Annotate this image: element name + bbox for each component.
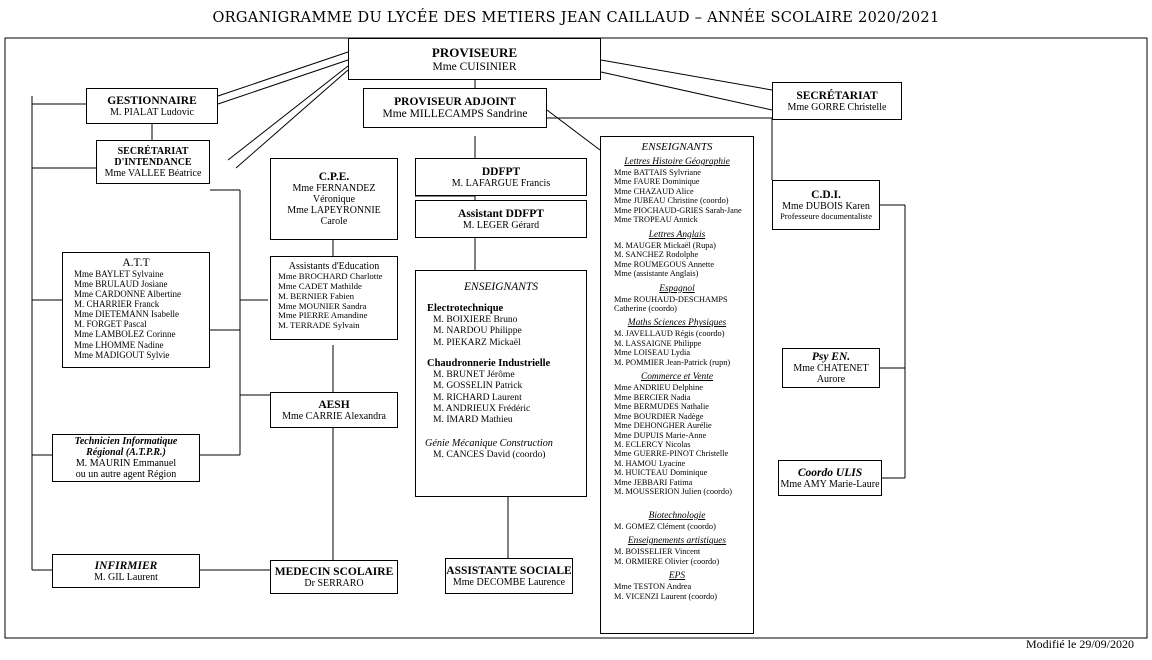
group-maths-sciences [604, 318, 750, 367]
cpe-name-1b: Véronique [312, 194, 356, 205]
group-item: M. ECLERCY Nicolas [614, 439, 691, 449]
modified-date: Modifié le 29/09/2020 [1026, 637, 1134, 651]
assistant-education-item: Mme CADET Mathilde [278, 280, 362, 291]
group-item: Mme ROUMEGOUS Annette [614, 259, 715, 269]
group-chaudronnerie [419, 358, 583, 426]
att-item: Mme BAYLET Sylvaine [74, 269, 164, 279]
box-proviseure[interactable] [348, 38, 601, 80]
group-item: M. MAUGER Mickaël (Rupa) [614, 240, 716, 250]
assistant-education-item: Mme PIERRE Amandine [278, 310, 368, 321]
group-item: Mme DUPUIS Marie-Anne [614, 430, 707, 440]
group-item: M. MOUSSERION Julien (coordo) [614, 487, 732, 497]
ddfpt-title: DDFPT [481, 165, 521, 178]
group-title: EPS [668, 571, 686, 582]
secretariat-intendance-name: Mme VALLEE Béatrice [104, 167, 202, 179]
medecin-title: MEDECIN SCOLAIRE [274, 565, 394, 578]
box-enseignants-technique[interactable] [415, 270, 587, 497]
group-item: M. CANCES David (coordo) [433, 448, 546, 460]
att-item: Mme BRULAUD Josiane [74, 279, 168, 290]
group-item: M. BOIXIERE Bruno [433, 314, 518, 325]
box-assistants-education[interactable] [270, 256, 398, 340]
box-gestionnaire[interactable] [86, 88, 218, 124]
technicien-title-1: Technicien Informatique [74, 436, 178, 447]
att-item: Mme LAMBOLEZ Corinne [74, 329, 176, 340]
group-title: Electrotechnique [427, 303, 504, 314]
box-psy-en[interactable] [782, 348, 880, 388]
box-cpe[interactable] [270, 158, 398, 240]
technicien-name: M. MAURIN Emmanuel [75, 458, 177, 469]
gestionnaire-title: GESTIONNAIRE [107, 94, 197, 107]
group-item: Catherine (coordo) [614, 303, 677, 313]
secretariat-intendance-title-2: D'INTENDANCE [114, 156, 192, 168]
group-item: Mme CHAZAUD Alice [614, 186, 694, 196]
group-title: Enseignements artistiques [627, 536, 727, 547]
att-list [66, 269, 206, 360]
page-title: ORGANIGRAMME DU LYCÉE DES METIERS JEAN CAILLAUD – ANNÉE SCOLAIRE 2020/2021 [212, 10, 940, 26]
group-enseignements-artistiques [604, 536, 750, 566]
group-item: Mme PIOCHAUD-GRIES Sarah-Jane [614, 205, 742, 215]
secretariat-intendance-title-1: SECRÉTARIAT [117, 145, 189, 157]
group-lettres-anglais [604, 230, 750, 279]
assistante-sociale-title: ASSISTANTE SOCIALE [446, 564, 572, 577]
group-item: Mme TROPEAU Annick [614, 215, 698, 225]
assistant-ddfpt-name: M. LEGER Gérard [462, 219, 540, 231]
proviseur-adjoint-title: PROVISEUR ADJOINT [394, 96, 516, 108]
group-espagnol [604, 284, 750, 314]
infirmier-title: INFIRMIER [94, 559, 158, 572]
psy-en-title: Psy EN. [811, 351, 851, 363]
group-item: Mme ANDRIEU Delphine [614, 383, 703, 393]
assistant-education-item: Mme BROCHARD Charlotte [278, 271, 383, 281]
group-item: M. NARDOU Philippe [433, 325, 522, 337]
group-title: Lettres Histoire Géographie [624, 157, 730, 167]
coordo-ulis-name: Mme AMY Marie-Laure [780, 478, 880, 490]
group-item: Mme BERCIER Nadia [614, 392, 691, 402]
box-assistant-ddfpt[interactable] [415, 200, 587, 238]
gestionnaire-name: M. PIALAT Ludovic [110, 106, 194, 118]
group-item: Mme JEBBARI Fatima [614, 477, 693, 487]
box-proviseur-adjoint[interactable] [363, 88, 547, 128]
group-title: Espagnol [659, 283, 695, 294]
box-aesh[interactable] [270, 392, 398, 428]
box-assistante-sociale[interactable] [445, 558, 573, 594]
cdi-name: Mme DUBOIS Karen [782, 200, 870, 212]
group-item: M. SANCHEZ Rodolphe [614, 250, 699, 260]
group-title: Commerce et Vente [640, 372, 714, 383]
group-item: Mme GUERRE-PINOT Christelle [614, 449, 729, 459]
group-title: Biotechnologie [648, 510, 706, 521]
assistants-education-list [274, 272, 394, 331]
group-item: M. ANDRIEUX Frédéric [433, 402, 531, 414]
secretariat-name: Mme GORRE Christelle [787, 101, 887, 113]
psy-en-name: Mme CHATENET [793, 363, 869, 374]
group-eps [604, 571, 750, 601]
group-electrotechnique [419, 303, 583, 348]
group-item: M. JAVELLAUD Régis (coordo) [614, 329, 725, 339]
cpe-name-2b: Carole [320, 216, 348, 227]
aesh-title: AESH [318, 398, 350, 411]
group-item: M. PIEKARZ Mickaël [433, 336, 521, 348]
group-item: M. BOISSELIER Vincent [614, 547, 701, 557]
cdi-title: C.D.I. [811, 188, 841, 201]
box-att[interactable] [62, 252, 210, 368]
assistant-education-item: M. BERNIER Fabien [278, 290, 354, 301]
proviseur-adjoint-name: Mme MILLECAMPS Sandrine [382, 108, 528, 120]
cpe-name-1: Mme FERNANDEZ [292, 183, 376, 194]
group-title: Chaudronnerie Industrielle [427, 357, 551, 369]
box-medecin-scolaire[interactable] [270, 560, 398, 594]
proviseure-name: Mme CUISINIER [432, 61, 517, 73]
group-item: Mme FAURE Dominique [614, 177, 700, 187]
group-item: Mme JUBEAU Christine (coordo) [614, 196, 729, 206]
box-coordo-ulis[interactable] [778, 460, 882, 496]
group-item: Mme (assistante Anglais) [614, 269, 699, 279]
assistante-sociale-name: Mme DECOMBE Laurence [452, 576, 566, 588]
proviseure-title: PROVISEURE [431, 45, 518, 60]
group-item: M. GOMEZ Clément (coordo) [614, 521, 716, 531]
group-lettres-histoire-geo [604, 157, 750, 225]
att-item: Mme DIETEMANN Isabelle [74, 309, 179, 320]
group-item: Mme ROUHAUD-DESCHAMPS [614, 294, 728, 304]
enseignants-general-title: ENSEIGNANTS [641, 141, 713, 153]
secretariat-title: SECRÉTARIAT [796, 89, 878, 102]
att-item: Mme CARDONNE Albertine [74, 289, 181, 300]
box-enseignants-general[interactable] [600, 136, 754, 634]
assistant-education-item: Mme MOUNIER Sandra [278, 300, 367, 311]
technicien-title-2: Régional (A.T.P.R.) [86, 447, 166, 458]
coordo-ulis-title: Coordo ULIS [797, 466, 863, 479]
att-item: M. CHARRIER Franck [74, 299, 160, 310]
assistants-education-title: Assistants d'Education [288, 261, 380, 272]
group-item: M. HAMOU Lyacine [614, 458, 686, 468]
box-cdi[interactable] [772, 180, 880, 230]
group-item: M. BRUNET Jérôme [433, 368, 515, 380]
aesh-name: Mme CARRIE Alexandra [282, 410, 386, 422]
cdi-role: Professeure documentaliste [780, 211, 872, 221]
group-title: Lettres Anglais [648, 229, 706, 240]
group-item: M. ORMIERE Olivier (coordo) [614, 556, 720, 566]
box-technicien-informatique[interactable] [52, 434, 200, 482]
att-title: A.T.T [122, 257, 150, 269]
box-secretariat[interactable] [772, 82, 902, 120]
att-item: Mme LHOMME Nadine [74, 339, 164, 350]
group-item: M. POMMIER Jean-Patrick (rupn) [614, 357, 731, 367]
group-genie-mecanique [419, 438, 583, 460]
group-biotechnologie [604, 511, 750, 531]
technicien-note: ou un autre agent Région [75, 469, 177, 480]
group-item: Mme DEHONGHER Aurélie [614, 421, 712, 431]
box-ddfpt[interactable] [415, 158, 587, 196]
group-item: M. HUICTEAU Dominique [614, 468, 708, 478]
group-item: Mme TESTON Andrea [614, 582, 692, 592]
box-infirmier[interactable] [52, 554, 200, 588]
assistant-ddfpt-title: Assistant DDFPT [458, 207, 544, 220]
group-item: M. VICENZI Laurent (coordo) [614, 591, 718, 601]
group-item: Mme LOISEAU Lydia [614, 348, 691, 358]
group-title: Maths Sciences Physiques [627, 318, 727, 329]
box-secretariat-intendance[interactable] [96, 140, 210, 184]
group-item: M. RICHARD Laurent [433, 391, 522, 403]
ddfpt-name: M. LAFARGUE Francis [451, 177, 551, 189]
infirmier-name: M. GIL Laurent [94, 571, 158, 583]
cpe-title: C.P.E. [318, 171, 350, 183]
group-item: M. IMARD Mathieu [433, 414, 513, 426]
group-item: Mme BOURDIER Nadège [614, 411, 704, 421]
cpe-name-2: Mme LAPEYRONNIE [287, 205, 381, 216]
medecin-name: Dr SERRARO [304, 577, 364, 589]
group-item: M. LASSAIGNE Philippe [614, 338, 702, 348]
group-commerce-vente [604, 372, 750, 496]
group-item: M. GOSSELIN Patrick [433, 380, 523, 392]
group-title: Génie Mécanique Construction [425, 437, 553, 449]
group-item: Mme BERMUDES Nathalie [614, 402, 709, 412]
group-item: Mme BATTAIS Sylvriane [614, 168, 701, 177]
att-item: M. FORGET Pascal [74, 319, 147, 330]
psy-en-name-2: Aurore [816, 374, 846, 385]
assistant-education-item: M. TERRADE Sylvain [278, 320, 360, 331]
att-item: Mme MADIGOUT Sylvie [74, 349, 170, 360]
enseignants-technique-title: ENSEIGNANTS [463, 281, 539, 293]
